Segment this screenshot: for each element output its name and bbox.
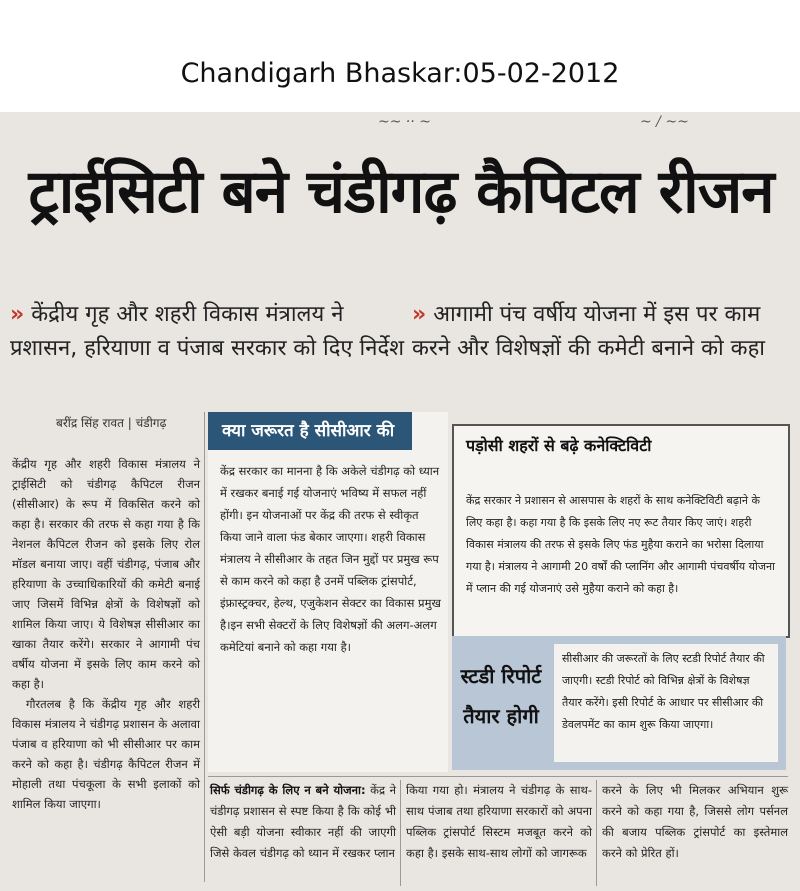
column-divider	[400, 780, 401, 886]
bottom-column-3: करने के लिए भी मिलकर अभियान शुरू करने को कहा गया है, जिससे लोग पर्सनल की बजाय पब्लिक ट्रांसपोर्ट का इस्तेमाल करने को प्रेरित हों।	[602, 783, 788, 860]
left-column	[12, 454, 200, 814]
deck-left-line1: केंद्रीय गृह और शहरी विकास मंत्रालय ने	[31, 302, 344, 327]
bottom-rule	[208, 776, 788, 777]
bottom-col1-text: केंद्र ने चंडीगढ़ प्रशासन से स्पष्ट किया है कि कोई भी ऐसी बड़ी योजना स्वीकार नहीं की जाएगी जिसे केवल चंडीगढ़ को ध्यान में रखकर प्लान	[210, 783, 397, 860]
page-caption: Chandigarh Bhaskar:05-02-2012	[180, 58, 620, 89]
box-study-title-line1: स्टडी रिपोर्ट	[460, 664, 542, 688]
box-need-title: क्या जरूरत है सीसीआर की	[208, 412, 412, 450]
newspaper-clipping	[0, 112, 800, 891]
deck-marker: »	[412, 302, 427, 327]
handwritten-mark-left: ~~ ·· ~	[378, 114, 431, 130]
box-need-body: केंद्र सरकार का मानना है कि अकेले चंडीगढ़ को ध्यान में रखकर बनाई गई योजनाएं भविष्य में सफल नहीं होंगी। इन योजनाओं पर केंद्र की तरफ से स्वीकृत किया जाने वाला फंड बेकार जाएगा। शहरी विकास मंत्रालय ने सीसीआर के तहत जिन मुद्दों पर प्रमुख रूप से काम करने को कहा है उनमें पब्लिक ट्रांसपोर्ट, इंफ्रास्ट्रक्चर, हेल्थ, एजुकेशन सेक्टर का विकास प्रमुख है।इन सभी सेक्टरों के लिए विशेषज्ञों की अलग-अलग कमेटियां बनाने को कहा गया है।	[220, 464, 441, 654]
column-divider	[204, 412, 205, 882]
deck-right-line2: करने और विशेषज्ञों की कमेटी बनाने को कहा	[412, 336, 765, 361]
box-study-title	[452, 656, 550, 736]
byline: बरींद्र सिंह रावत | चंडीगढ़	[56, 416, 167, 430]
box-study-report	[452, 636, 786, 770]
left-para-2: गौरतलब है कि केंद्रीय गृह और शहरी विकास मंत्रालय ने चंडीगढ़ प्रशासन के अलावा पंजाब व हरियाणा को भी सीसीआर पर काम करने को कहा है। चंडीगढ़ कैपिटल रीजन में मोहाली तथा पंचकूला के सभी इलाकों को शामिल किया जाएगा।	[12, 697, 200, 811]
box-connectivity-body: केंद्र सरकार ने प्रशासन से आसपास के शहरों के साथ कनेक्टिविटी बढ़ाने के लिए कहा है। कहा गया है कि इसके लिए नए रूट तैयार किए जाएं। शहरी विकास मंत्रालय की तरफ से इसके लिए फंड मुहैया कराने का भरोसा दिलाया गया है। मंत्रालय ने आगामी 20 वर्षों की प्लानिंग और आगामी पंचवर्षीय योजना में प्लान की गई योजनाएं उसे मुहैया कराने को कहा है।	[466, 494, 775, 595]
deck-marker: »	[10, 302, 25, 327]
bottom-lead: सिर्फ चंडीगढ़ के लिए न बने योजना:	[210, 783, 366, 797]
deck-right	[412, 298, 765, 366]
column-divider	[596, 780, 597, 886]
handwritten-mark-right: ~ / ~~	[640, 114, 689, 130]
box-connectivity	[452, 424, 790, 638]
box-study-title-line2: तैयार होगी	[463, 704, 539, 728]
box-study-body: सीसीआर की जरूरतों के लिए स्टडी रिपोर्ट तैयार की जाएगी। स्टडी रिपोर्ट को विभिन्न क्षेत्रों के विशेषज्ञ तैयार करेंगे। इसी रिपोर्ट के आधार पर सीसीआर की डेवलपमेंट का काम शुरू किया जाएगा।	[554, 644, 778, 762]
box-connectivity-title: पड़ोसी शहरों से बढ़े कनेक्टिविटी	[466, 436, 652, 455]
deck-left-line2: प्रशासन, हरियाणा व पंजाब सरकार को दिए निर्देश	[10, 336, 405, 361]
headline: ट्राईसिटी बने चंडीगढ़ कैपिटल रीजन	[28, 157, 774, 227]
box-need-for-ccr	[208, 412, 448, 772]
bottom-column-2: किया गया हो। मंत्रालय ने चंडीगढ़ के साथ-साथ पंजाब तथा हरियाणा सरकारों को अपना पब्लिक ट्रांसपोर्ट सिस्टम मजबूत करने को कहा है। इसके साथ-साथ लोगों को जागरूक	[406, 783, 592, 860]
deck-left	[10, 298, 404, 366]
left-para-1: केंद्रीय गृह और शहरी विकास मंत्रालय ने ट्राईसिटी को चंडीगढ़ कैपिटल रीजन (सीसीआर) के रूप में विकसित करने को कहा है। सरकार की तरफ से कहा गया है कि नेशनल कैपिटल रीजन को इसके लिए रोल मॉडल बनाया जाए। वहीं चंडीगढ़, पंजाब और हरियाणा के उच्चाधिकारियों की कमेटी बनाई जाए जिसमें विभिन्न क्षेत्रों के विशेषज्ञों को शामिल किया जाए। ये विशेषज्ञ सीसीआर का खाका तैयार करेंगे। सरकार ने आगामी पंच वर्षीय योजना में इसके लिए काम करने को कहा है।	[12, 457, 200, 691]
deck-right-line1: आगामी पंच वर्षीय योजना में इस पर काम	[433, 302, 761, 327]
bottom-column-1	[210, 780, 396, 864]
